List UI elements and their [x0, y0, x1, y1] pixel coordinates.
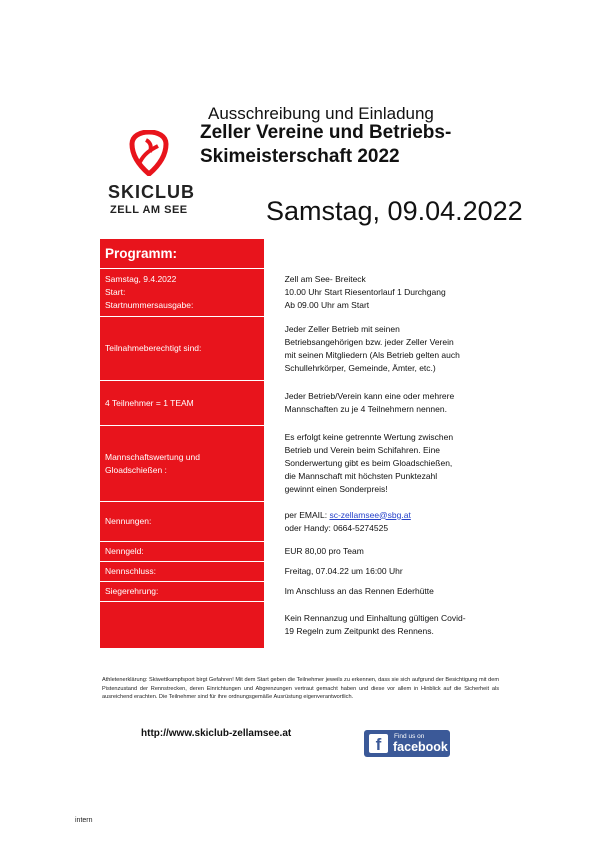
row-label: 4 Teilnehmer = 1 TEAM	[100, 381, 264, 426]
website-link[interactable]: http://www.skiclub-zellamsee.at	[141, 728, 292, 739]
table-row	[100, 381, 490, 426]
table-row	[100, 317, 490, 381]
row-value: Freitag, 07.04.22 um 16:00 Uhr	[284, 566, 403, 576]
row-value: EUR 80,00 pro Team	[284, 546, 364, 556]
page-title-line1: Zeller Vereine und Betriebs-	[200, 122, 452, 143]
athlete-disclaimer: Athletenerklärung: Skiwettkampfsport birgt Gefahren! Mit dem Start geben die Teilnehmer jeweils zu erkennen, dass sie sich aufgrund der Besichtigung mit dem Pistenzustand der Rennstrecken, deren Einrichtungen und Abgrenzungen vertraut gemacht haben und diese vor allem in Hinblick auf die Sicherheit als ausreichend erachten. Die Teilnehmer sind für ihre ordnungsgemäße Ausrüstung eigenverantwortlich.	[102, 677, 499, 701]
row-value: per EMAIL: sc-zellamsee@sbg.at oder Handy: 0664-5274525	[264, 502, 490, 542]
table-row	[100, 269, 490, 317]
program-heading: Programm:	[100, 239, 264, 269]
row-label	[100, 602, 264, 648]
email-link[interactable]: sc-zellamsee@sbg.at	[329, 509, 411, 520]
table-row	[100, 582, 490, 602]
row-label: Nennungen:	[100, 502, 264, 542]
skiclub-logo	[108, 130, 200, 216]
page-title-line2: Skimeisterschaft 2022	[200, 146, 400, 167]
row-label: Mannschaftswertung und Gloadschießen :	[100, 426, 264, 502]
table-row	[100, 562, 490, 582]
row-value: Zell am See- Breiteck 10.00 Uhr Start Riesentorlauf 1 Durchgang Ab 09.00 Uhr am Start	[284, 274, 446, 310]
facebook-button[interactable]	[364, 730, 450, 757]
row-label: Teilnahmeberechtigt sind:	[100, 317, 264, 381]
row-value: Im Anschluss an das Rennen Ederhütte	[284, 586, 434, 596]
facebook-caption: Find us on	[394, 733, 425, 740]
row-label: Siegerehrung:	[100, 582, 264, 602]
club-name-line2: ZELL AM SEE	[110, 204, 188, 216]
table-row	[100, 426, 490, 502]
classification-label: intern	[75, 817, 93, 824]
shield-emblem-icon	[128, 130, 170, 176]
event-date: Samstag, 09.04.2022	[266, 196, 523, 226]
subtitle: Ausschreibung und Einladung	[208, 104, 434, 123]
table-row	[100, 502, 490, 542]
club-name-line1: SKICLUB	[108, 182, 195, 202]
row-value: Jeder Betrieb/Verein kann eine oder mehrere Mannschaften zu je 4 Teilnehmern nennen.	[284, 391, 455, 414]
facebook-wordmark: facebook	[393, 740, 448, 754]
facebook-icon: f	[369, 734, 388, 753]
row-value: Es erfolgt keine getrennte Wertung zwischen Betrieb und Verein beim Schifahren. Eine Sonderwertung gibt es beim Gloadschießen, die Mannschaft mit höchsten Punktezahl gewinnt einen Sonderpreis!	[284, 432, 454, 494]
program-header-row	[100, 239, 490, 269]
program-table	[100, 239, 490, 648]
table-row	[100, 602, 490, 648]
phone-number: oder Handy: 0664-5274525	[284, 522, 389, 533]
row-label: Samstag, 9.4.2022 Start: Startnummersausgabe:	[100, 269, 264, 317]
row-value: Jeder Zeller Betrieb mit seinen Betriebsangehörigen bzw. jeder Zeller Verein mit seinen Mitgliedern (Als Betrieb gelten auch Schullehrkörper, Gemeinde, Ämter, etc.)	[284, 323, 460, 373]
table-row	[100, 542, 490, 562]
row-value: Kein Rennanzug und Einhaltung gültigen Covid- 19 Regeln zum Zeitpunkt des Rennens.	[284, 612, 466, 636]
row-label: Nenngeld:	[100, 542, 264, 562]
row-label: Nennschluss:	[100, 562, 264, 582]
